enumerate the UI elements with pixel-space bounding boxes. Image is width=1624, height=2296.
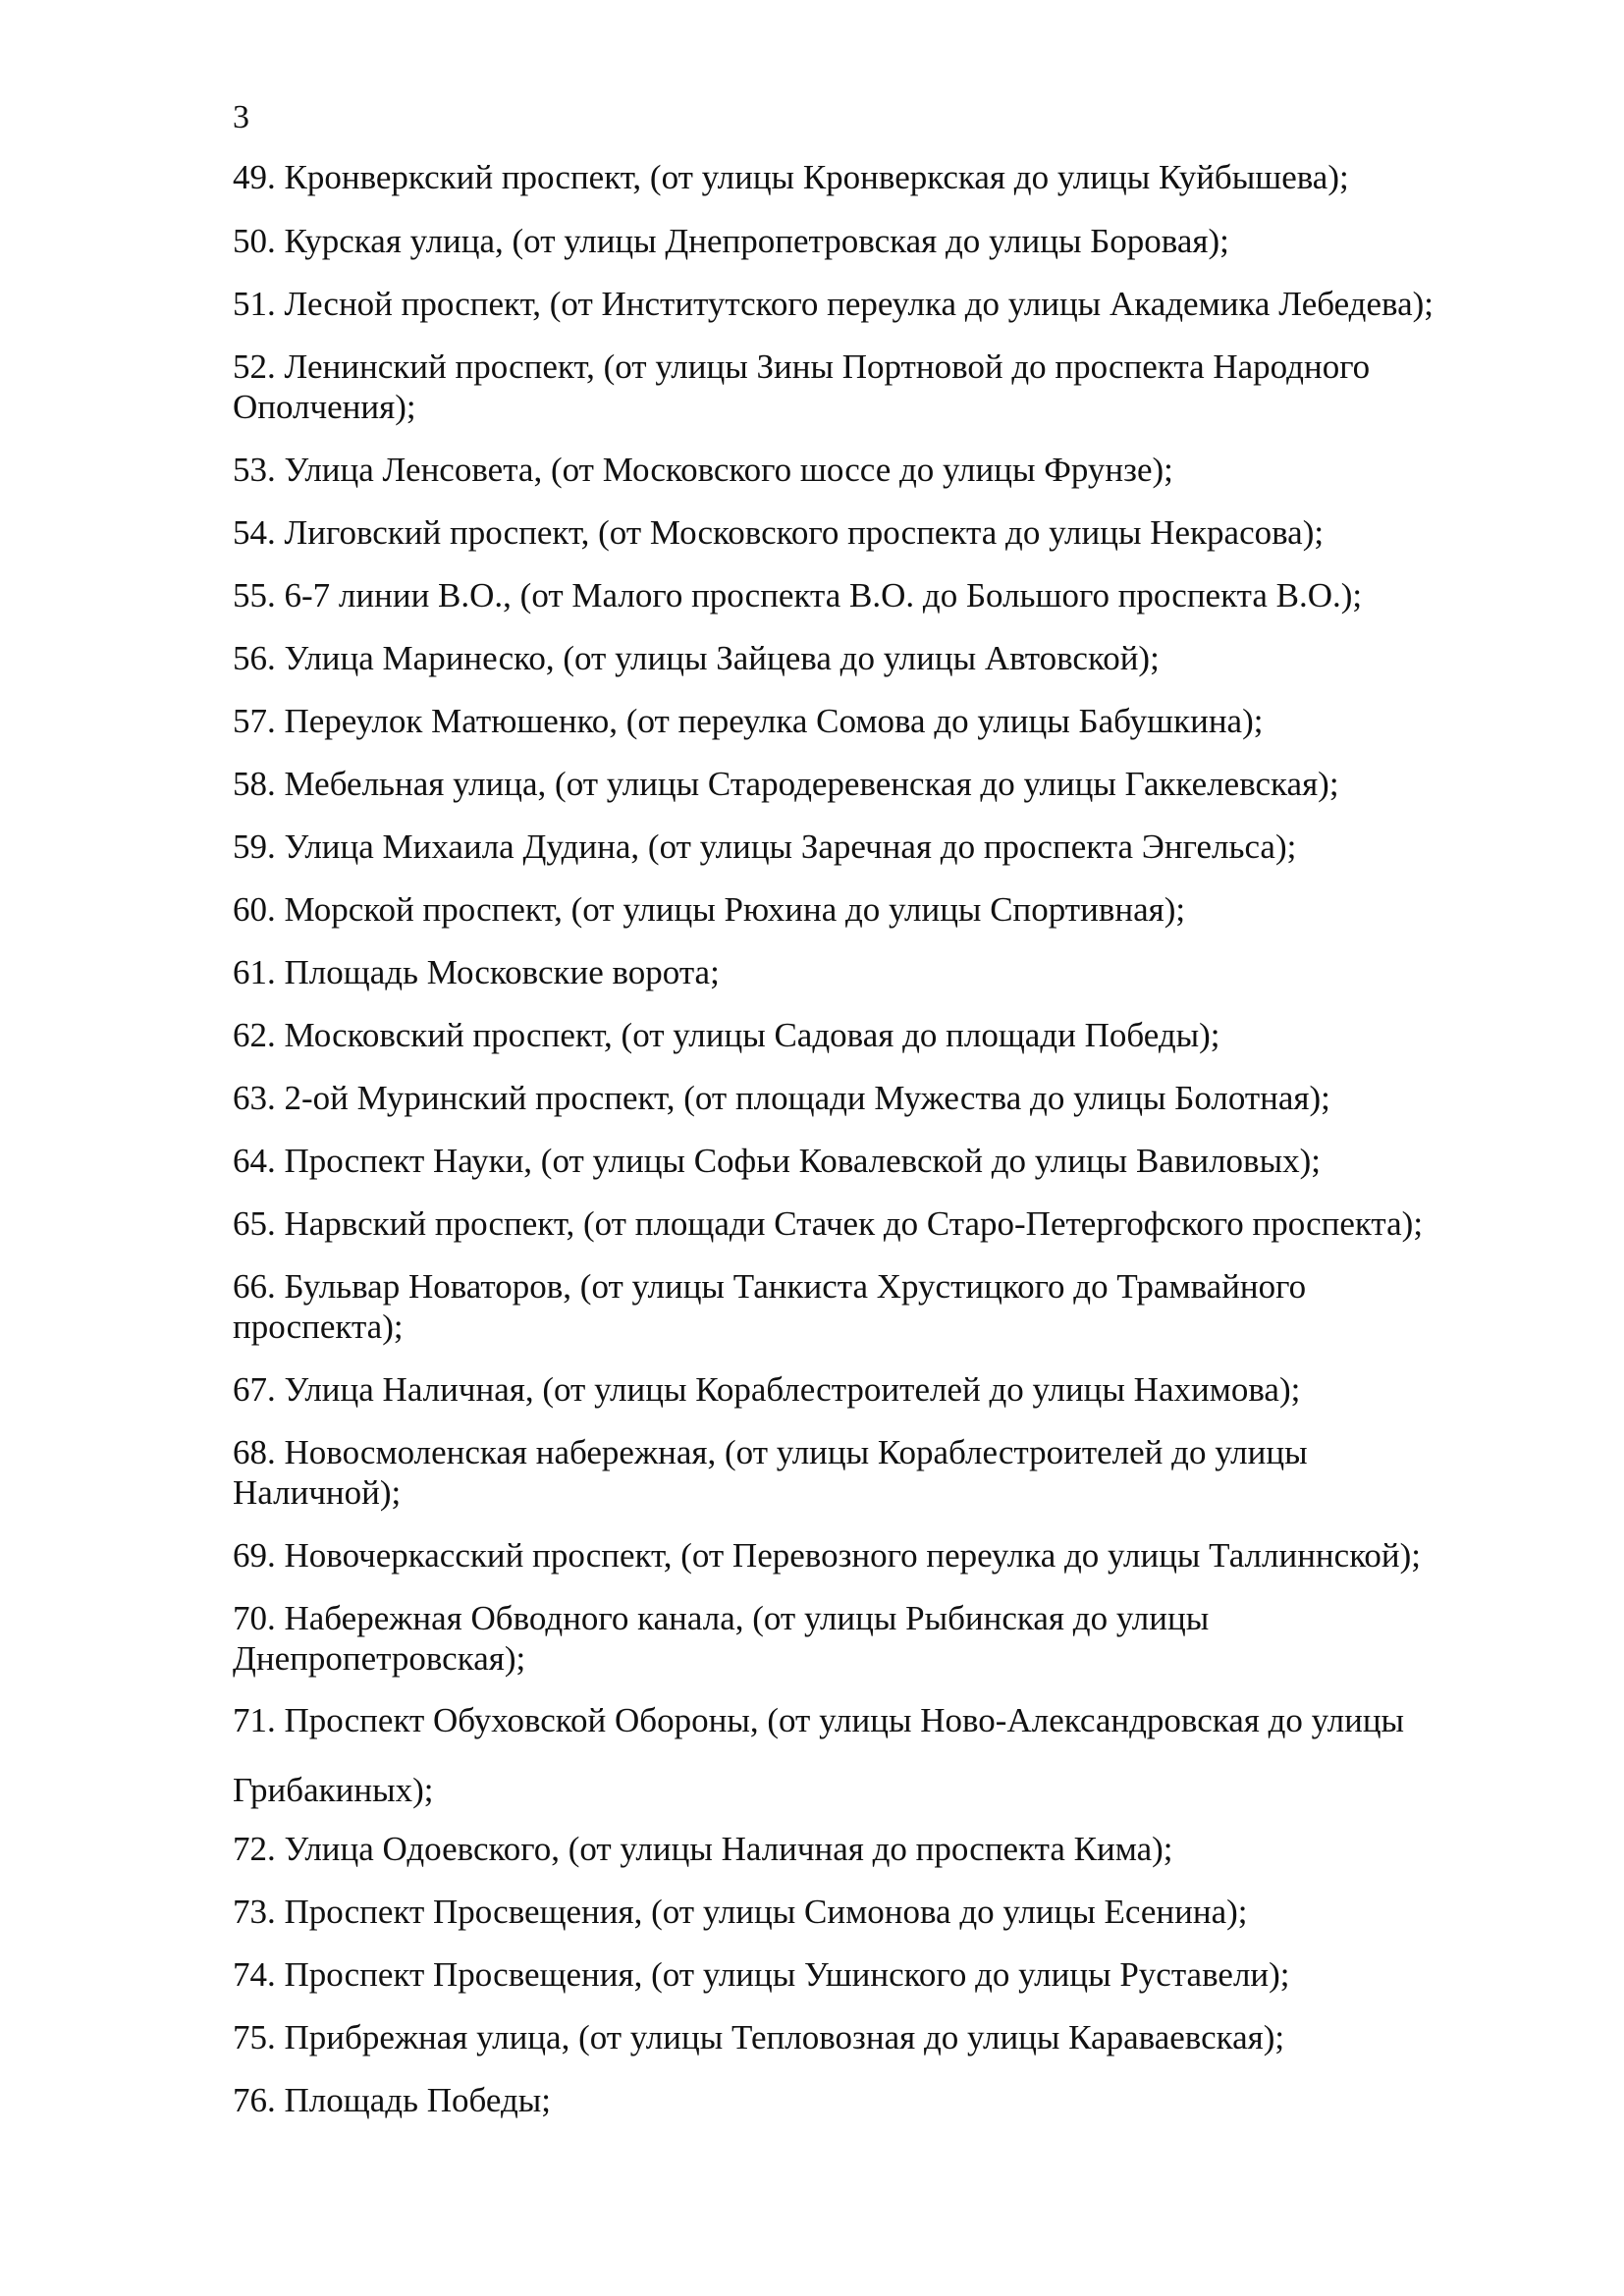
list-item-line: 63. 2-ой Муринский проспект, (от площади Мужества до улицы Болотная); <box>233 1079 1330 1117</box>
list-item-line: 69. Новочеркасский проспект, (от Перевозного переулка до улицы Таллиннской); <box>233 1536 1422 1575</box>
list-item <box>233 1535 1499 1575</box>
list-item-line: 49. Кронверкский проспект, (от улицы Кронверкская до улицы Куйбышева); <box>233 158 1349 196</box>
list-item <box>233 1015 1499 1055</box>
list-item-line: 72. Улица Одоевского, (от улицы Наличная до проспекта Кима); <box>233 1830 1173 1868</box>
list-item-line: 61. Площадь Московские ворота; <box>233 953 720 991</box>
list-item-line: 76. Площадь Победы; <box>233 2081 551 2119</box>
list-item-line: Днепропетровская); <box>233 1639 526 1678</box>
list-item-line: 67. Улица Наличная, (от улицы Кораблестроителей до улицы Нахимова); <box>233 1370 1301 1409</box>
page-number: 3 <box>233 99 249 135</box>
list-item <box>233 764 1499 804</box>
list-item-line: Ополчения); <box>233 388 416 426</box>
list-item-line: 68. Новосмоленская набережная, (от улицы Кораблестроителей до улицы <box>233 1433 1308 1471</box>
list-item <box>233 284 1499 324</box>
list-item <box>233 1892 1499 1932</box>
list-item <box>233 347 1499 427</box>
list-item-line: 59. Улица Михаила Дудина, (от улицы Заречная до проспекта Энгельса); <box>233 828 1297 866</box>
list-item-line: 65. Нарвский проспект, (от площади Стачек до Старо-Петергофского проспекта); <box>233 1204 1424 1243</box>
list-item <box>233 1203 1499 1244</box>
list-item <box>233 889 1499 930</box>
list-item-line: 73. Проспект Просвещения, (от улицы Симонова до улицы Есенина); <box>233 1893 1248 1931</box>
list-item <box>233 157 1499 197</box>
list-item <box>233 1369 1499 1410</box>
list-item <box>233 221 1499 261</box>
list-item <box>233 1598 1499 1679</box>
list-item <box>233 1141 1499 1181</box>
list-item <box>233 827 1499 867</box>
list-item <box>233 952 1499 992</box>
list-item-line: 55. 6-7 линии В.О., (от Малого проспекта В.О. до Большого проспекта В.О.); <box>233 576 1363 614</box>
list-item-line: 54. Лиговский проспект, (от Московского проспекта до улицы Некрасова); <box>233 513 1325 552</box>
list-item <box>233 1685 1552 1825</box>
list-item <box>233 701 1499 741</box>
list-item-line: 70. Набережная Обводного канала, (от улицы Рыбинская до улицы <box>233 1599 1210 1637</box>
list-item <box>233 1829 1499 1869</box>
list-item <box>233 2080 1499 2120</box>
list-item <box>233 1954 1499 1995</box>
list-item-line: 60. Морской проспект, (от улицы Рюхина до улицы Спортивная); <box>233 890 1186 929</box>
list-item-line: 66. Бульвар Новаторов, (от улицы Танкиста Хрустицкого до Трамвайного <box>233 1267 1307 1306</box>
list-item <box>233 638 1499 678</box>
list-item <box>233 1078 1499 1118</box>
list-item-line: 56. Улица Маринеско, (от улицы Зайцева до улицы Автовской); <box>233 639 1160 677</box>
list-item <box>233 450 1499 490</box>
list-item-line: 75. Прибрежная улица, (от улицы Тепловозная до улицы Караваевская); <box>233 2018 1285 2056</box>
list-item <box>233 512 1499 553</box>
list-item <box>233 2017 1499 2057</box>
list-item-line: 52. Ленинский проспект, (от улицы Зины Портновой до проспекта Народного <box>233 347 1371 386</box>
list-item-line: 64. Проспект Науки, (от улицы Софьи Ковалевской до улицы Вавиловых); <box>233 1142 1321 1180</box>
list-item-line: 71. Проспект Обуховской Обороны, (от улицы Ново-Александровская до улицы <box>233 1701 1405 1739</box>
list-item-line: 74. Проспект Просвещения, (от улицы Ушинского до улицы Руставели); <box>233 1955 1290 1994</box>
list-item-line: проспекта); <box>233 1308 404 1346</box>
list-item <box>233 1266 1499 1347</box>
list-item <box>233 1432 1499 1513</box>
list-item <box>233 575 1499 615</box>
list-item-line: 53. Улица Ленсовета, (от Московского шоссе до улицы Фрунзе); <box>233 451 1173 489</box>
list-item-line: 50. Курская улица, (от улицы Днепропетровская до улицы Боровая); <box>233 222 1229 260</box>
list-item-line: 57. Переулок Матюшенко, (от переулка Сомова до улицы Бабушкина); <box>233 702 1264 740</box>
list-item-line: 62. Московский проспект, (от улицы Садовая до площади Победы); <box>233 1016 1220 1054</box>
list-item-line: Грибакиных); <box>233 1771 434 1809</box>
list-item-line: 51. Лесной проспект, (от Институтского переулка до улицы Академика Лебедева); <box>233 285 1434 323</box>
list-item-line: 58. Мебельная улица, (от улицы Стародеревенская до улицы Гаккелевская); <box>233 765 1339 803</box>
list-item-line: Наличной); <box>233 1473 402 1512</box>
